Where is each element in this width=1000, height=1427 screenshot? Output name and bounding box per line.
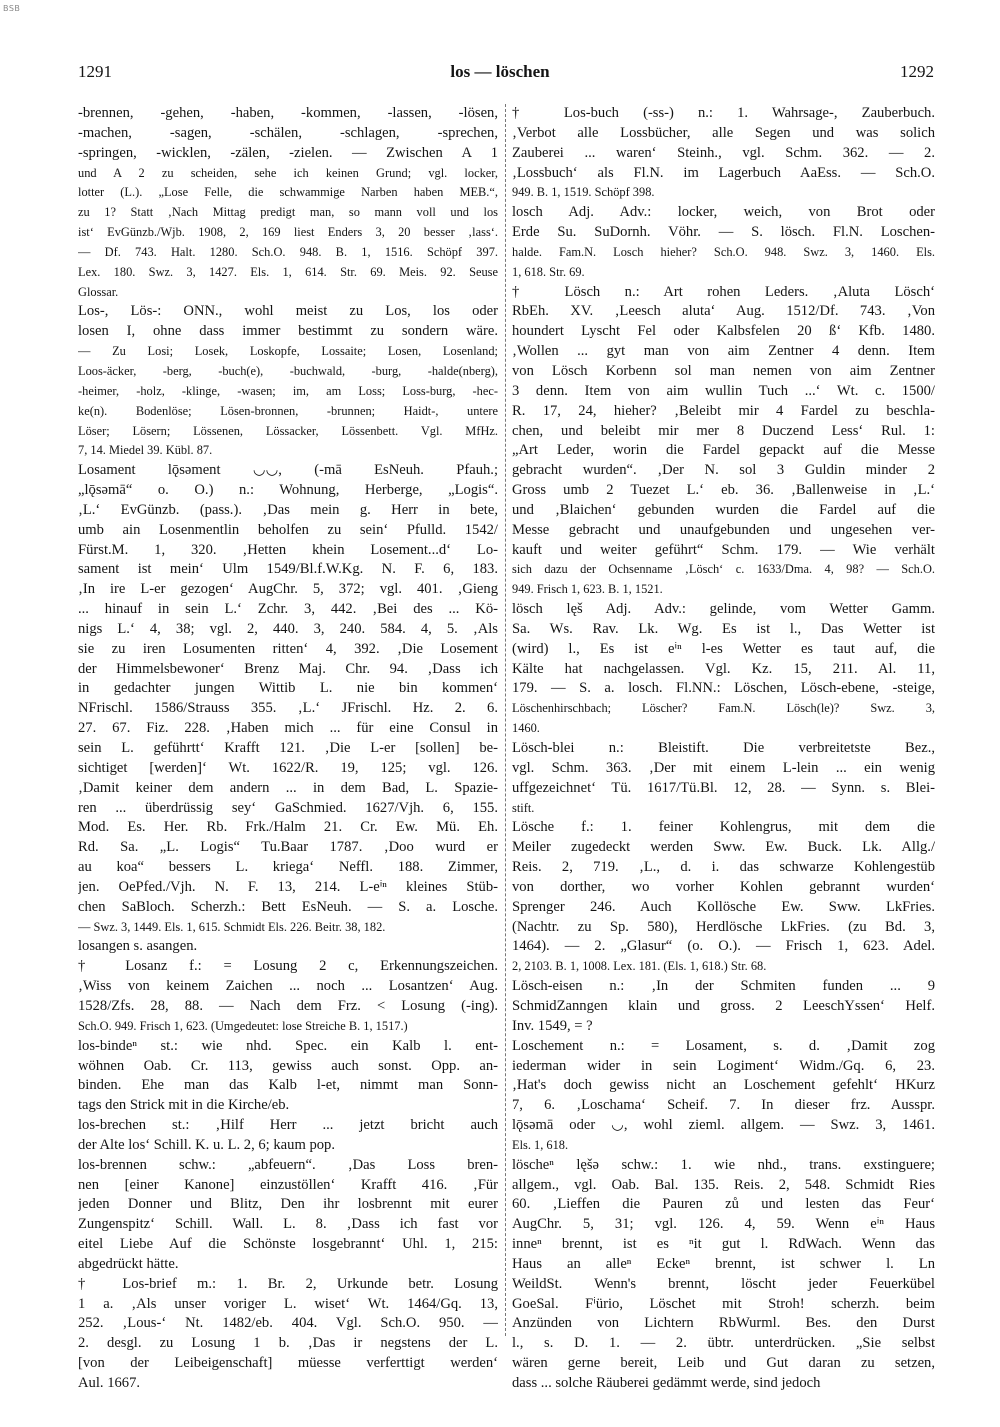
text-line: Reis. 2, 719. ‚L., d. i. das schwarze Kohlengestüb <box>512 859 935 876</box>
text-line: — Zu Losi; Losek, Loskopfe, Lossaite; Losen, Losenland; <box>78 344 498 359</box>
text-line: sament ist mein‘ Ulm 1549/Bl.f.W.Kg. N. F. 6, 183. <box>78 561 498 578</box>
text-line: wöhnen Oab. Cr. 113, gewiss auch sonst. Opp. an- <box>78 1057 498 1074</box>
text-line: Anzünden von Lichtern RbWurml. Bes. den Durst <box>512 1315 935 1332</box>
text-line: 949. Frisch 1, 623. B. 1, 1521. <box>512 582 663 597</box>
column-left <box>78 104 498 1394</box>
text-line: — Df. 743. Halt. 1280. Sch.O. 948. B. 1, 1516. Schöpf 397. <box>78 244 498 259</box>
text-line: binden. Ehe man das Kalb l-et, nimmt man Sonn- <box>78 1077 498 1094</box>
text-line: chen, und beleibt mir mer 8 Duczend Less‘ Rul. 1: <box>512 422 935 439</box>
text-line: Kälte hat nachgelassen. Vgl. Kz. 15, 211. Al. 11, <box>512 660 935 677</box>
text-line: Inv. 1549, = ? <box>512 1017 593 1034</box>
text-line: sein L. geführtt‘ Krafft 121. ‚Die L-er [sollen] be- <box>78 740 498 756</box>
text-line: löscheⁿ lęšə schw.: 1. wie nhd., trans. exstinguere; <box>512 1156 935 1173</box>
text-line: halde. Fam.N. Losch hieher? Sch.O. 948. Swz. 3, 1460. Els. <box>512 244 935 259</box>
page-number-left: 1291 <box>78 62 112 81</box>
text-line: ‚Wollen ... gyt man von aim Zentner 4 denn. Item <box>512 343 935 360</box>
text-line: losen I, ohne dass immer bestimmt zu sondern wäre. <box>78 323 498 340</box>
text-line: (Nachtr. zu Sp. 580), Herdlösche LkFries. (zu Bd. 3, <box>512 918 935 935</box>
text-line: Lösche f.: 1. feiner Kohlengrus, mit dem die <box>512 819 935 836</box>
text-line: 949. B. 1, 1519. Schöpf 398. <box>512 185 655 200</box>
text-line: 1 a. ‚Als unser voriger L. wiset‘ Wt. 1464/Gq. 13, <box>78 1295 498 1312</box>
text-line: und A 2 zu scheiden, sehe ich keinen Grund; vgl. locker, <box>78 165 498 180</box>
text-line: Glossar. <box>78 284 119 299</box>
text-line: „Art Leder, worin die Fardel gepackt auf die Messe <box>512 442 935 459</box>
text-line: ‚Hat's doch gewiss nicht an Loschement gefehlt‘ HKurz <box>512 1077 935 1094</box>
text-line: nen [einer Kanone] einzustöllen‘ Krafft 416. ‚Für <box>78 1176 498 1193</box>
text-line: ‚Verbot alle Lossbücher, alle Segen und was solich <box>512 124 935 141</box>
page-number-right: 1292 <box>900 62 934 81</box>
running-head: los — löschen <box>450 62 550 81</box>
text-line: eitel Liebe Auf die Schönste losgebrannt‘ Uhl. 1, 215: <box>78 1236 498 1253</box>
text-line: kauft und weiter geführt“ Schm. 179. — Wie verhält <box>512 541 935 558</box>
text-line: Sa. Ws. Rav. Lk. Wg. Es ist l., Das Wetter ist <box>512 620 935 637</box>
text-line: jeden Donner und Blitz, Den ihr losbrennt mit eurer <box>78 1196 498 1213</box>
text-line: tags den Strick mit in die Kirche/eb. <box>78 1097 290 1114</box>
text-line: ist‘ EvGünzb./Wjb. 1908, 2, 169 liest Enders 3, 20 besser ‚lass‘. <box>78 225 498 240</box>
text-line: sichtiget [werden]‘ Wt. 1622/R. 19, 125; vgl. 126. <box>78 759 498 776</box>
text-line: 1, 618. Str. 69. <box>512 264 585 279</box>
text-line: vgl. Schm. 363. ‚Der mit einem L-lein ... ein wenig <box>512 759 935 776</box>
text-line: Los-, Lös-: ONN., wohl meist zu Los, los oder <box>78 303 498 320</box>
text-line: ... hinauf in sein L.‘ Zchr. 3, 442. ‚Bei des ... Kö- <box>78 601 498 618</box>
text-line: ke(n). Bodenlöse; Lösen-bronnen, -brunnen; Haidt-, untere <box>78 403 498 418</box>
text-line: Els. 1, 618. <box>512 1137 569 1152</box>
text-line: 1464). — 2. „Glasur“ (o. O.). — Frisch 1, 623. Adel. <box>512 938 935 955</box>
text-line: 7, 14. Miedel 39. Kübl. 87. <box>78 443 213 458</box>
text-line: Fürst.M. 1, 320. ‚Hetten khein Losement...d‘ Lo- <box>78 541 498 558</box>
text-line: Rd. Sa. „L. Logis“ Tu.Baar 1787. ‚Doo wurd er <box>78 839 498 856</box>
text-line: au koa“ bessers L. kriega‘ Neffl. 188. Zimmer, <box>78 859 498 876</box>
text-line: und ‚Blaichen‘ gebunden wurden die Fardel auf die <box>512 501 935 518</box>
text-line: wären gerne bereit, Leib und Gut daran zu setzen, <box>512 1355 935 1372</box>
text-line: Zauberei ... waren‘ Steinh., vgl. Schm. 362. — 2. <box>512 144 935 161</box>
text-line: Loschement n.: = Losament, s. d. ‚Damit zog <box>512 1037 935 1054</box>
text-line: umb ain Losenmentlin beholfen zu sein‘ Pfulld. 1542/ <box>78 521 498 538</box>
text-line: Sch.O. 949. Frisch 1, 623. (Umgedeutet: lose Streiche B. 1, 1517.) <box>78 1018 408 1033</box>
text-line: Haus an alleⁿ Eckeⁿ brennt, ist schwer l. Ln <box>512 1255 935 1272</box>
text-line: dass ... solche Räuberei gedämmt werde, sind jedoch <box>512 1375 821 1391</box>
text-line: Aul. 1667. <box>78 1375 141 1391</box>
text-line: los-brennen schw.: „abfeuern“. ‚Das Loss bren- <box>78 1156 498 1173</box>
text-line: 2. desgl. zu Losung 1 b. ‚Das ir negstens der L. <box>78 1335 498 1352</box>
text-line: 2, 2103. B. 1, 1008. Lex. 181. (Els. 1, 618.) Str. 68. <box>512 959 767 974</box>
text-line: 1528/Zfs. 28, 88. — Nach dem Frz. < Losung (-ing). <box>78 997 498 1014</box>
text-line: Löser; Lösern; Lössenen, Lössacker, Lössenbett. Vgl. MfHz. <box>78 423 498 438</box>
text-line: Erde Su. SuDornh. Vöhr. — S. lösch. Fl.N. Loschen- <box>512 224 935 241</box>
text-line: (wird) l., Es ist eⁱⁿ l-es Wetter es taut auf, die <box>512 640 935 657</box>
text-line: Loos-äcker, -berg, -buch(e), -buchwald, -burg, -halde(nberg), <box>78 363 498 378</box>
text-line: -brennen, -gehen, -haben, -kommen, -lassen, -lösen, <box>78 105 498 121</box>
text-line: von Lösch Korbenn sol man nemen von aim Zentner <box>512 362 935 379</box>
text-line: ren ... überdrüssig sey‘ GaSchmied. 1627/Vjh. 6, 155. <box>78 799 498 816</box>
text-line: Lösch-eisen n.: ‚In der Schmiten funden ... 9 <box>512 978 935 995</box>
text-line: R. 17, 24, hieher? ‚Beleibt mir 4 Fardel zu beschla- <box>512 402 935 419</box>
text-line: Lösch-blei n.: Bleistift. Die verbreitetste Bez., <box>512 740 935 756</box>
text-line: los-bindeⁿ st.: wie nhd. Spec. ein Kalb l. ent- <box>78 1037 498 1054</box>
text-line: † Losanz f.: = Losung 2 c, Erkennungszeichen. <box>78 958 498 975</box>
text-line: los-brechen st.: ‚Hilf Herr ... jetzt bricht auch <box>78 1117 498 1134</box>
text-line: 60. ‚Lieffen die Pauren zů und lesten das Feur‘ <box>512 1196 935 1213</box>
text-line: losangen s. asangen. <box>78 938 198 955</box>
text-line: 252. ‚Lous-‘ Nt. 1482/eb. 404. Vgl. Sch.O. 950. — <box>78 1315 498 1332</box>
text-line: Meiler zugedeckt werden Sww. Ew. Buck. Lk. Allg./ <box>512 839 935 856</box>
text-line: 1460. <box>512 721 540 736</box>
text-line: lösch lęš Adj. Adv.: gelinde, vom Wetter Gamm. <box>512 601 935 618</box>
text-line: Zungenspitz‘ Schill. Wall. L. 8. ‚Dass ich fast vor <box>78 1216 498 1233</box>
text-line: Losament lǭsəment ◡◡, (-mā EsNeuh. Pfauh.; <box>78 462 498 479</box>
text-line: „lǭsəmā“ o. O.) n.: Wohnung, Herberge, „Logis“. <box>78 482 498 499</box>
text-line: houndert Lyscht Fel oder Kalbsfelen 20 ß‘ Kfb. 1480. <box>512 323 935 340</box>
text-line: 7, 6. ‚Loschama‘ Scheif. 7. In dieser frz. Ausspr. <box>512 1097 935 1114</box>
text-line: inneⁿ brennt, ist es ⁿit gut l. RdWach. Wenn das <box>512 1236 935 1253</box>
text-line: WeildSt. Wenn's brennt, löscht jeder Feuerkübel <box>512 1275 935 1292</box>
text-line: ‚Lossbuch‘ als Fl.N. im Lagerbuch AaEss. — Sch.O. <box>512 164 935 181</box>
text-line: Gross umb 2 Tuezet L.‘ eb. 36. ‚Ballenweise in ‚L.‘ <box>512 482 935 499</box>
text-line: 3 denn. Item von aim wullin Tuch ...‘ Wt. c. 1500/ <box>512 382 935 399</box>
text-line: -heimer, -holz, -klinge, -wasen; im, am Loss; Loss-burg, -hec- <box>78 383 498 398</box>
text-line: Messe gebracht und unaufgebunden und ungesehen ver- <box>512 521 935 538</box>
text-line: Sprenger 246. Auch Kollösche Ew. Sww. LkFries. <box>512 898 935 915</box>
text-line: nigs L.‘ 4, 38; vgl. 2, 440. 3, 240. 584. 4, 5. ‚Als <box>78 620 498 637</box>
text-line: allgem., vgl. Oab. Bal. 135. Reis. 2, 548. Schmidt Ries <box>512 1176 935 1193</box>
text-line: SchmidZanngen klain und gross. 2 LeeschYssen‘ Helf. <box>512 997 935 1014</box>
text-line: losch Adj. Adv.: locker, weich, von Brot oder <box>512 204 935 221</box>
text-line: -springen, -wicklen, -zälen, -zielen. — Zwischen A 1 <box>78 144 498 161</box>
text-line: der Himmelsbewoner‘ Brenz Maj. Chr. 94. ‚Dass ich <box>78 660 498 677</box>
text-line: uffgezeichnet‘ Tü. 1617/Tü.Bl. 12, 28. — Synn. s. Blei- <box>512 779 935 796</box>
text-line: ‚In ire L-er gezogen‘ AugChr. 5, 372; vgl. 401. ‚Gieng <box>78 581 498 598</box>
text-line: gebracht wurden“. ‚Der N. sol 3 Guldin minder 2 <box>512 462 935 479</box>
text-line: † Lösch n.: Art rohen Leders. ‚Aluta Lösch‘ <box>512 283 935 300</box>
text-line: GoeSal. Fⁱürio, Löschet mit Stroh! scherzh. beim <box>512 1295 935 1312</box>
text-line: lǭsəmā oder ◡, wohl zieml. allgem. — Swz. 3, 1461. <box>512 1117 935 1134</box>
text-line: RbEh. XV. ‚Leesch aluta‘ Aug. 1512/Df. 743. ‚Von <box>512 303 935 320</box>
text-line: ‚L.‘ EvGünzb. (pass.). ‚Das mein g. Herr in bete, <box>78 501 498 518</box>
text-line: der Alte los‘ Schill. K. u. L. 2, 6; kaum pop. <box>78 1136 335 1153</box>
library-stamp: BSB <box>3 4 21 13</box>
text-line: lotter (L.). „Lose Felle, die schwammige Narben haben MEB.“, <box>78 185 498 200</box>
text-line: † Los-buch (-ss-) n.: 1. Wahrsage-, Zauberbuch. <box>512 105 935 121</box>
text-line: sich dazu der Ochsenname ‚Lösch‘ c. 1633/Dma. 4, 98? — Sch.O. <box>512 562 935 577</box>
column-right <box>512 104 935 1394</box>
text-line: Mod. Es. Her. Rb. Frk./Halm 21. Cr. Ew. Mü. Eh. <box>78 819 498 836</box>
text-line: in gedachter jungen Wittib L. nie bin kommen‘ <box>78 680 498 697</box>
text-line: l., s. D. 1. — 2. übtr. unterdrücken. „Sie selbst <box>512 1335 935 1352</box>
text-line: iederman wider in sein Logiment‘ Widm./Gq. 6, 23. <box>512 1057 935 1074</box>
text-line: AugChr. 5, 31; vgl. 126. 4, 59. Wenn eⁱⁿ Haus <box>512 1216 935 1233</box>
text-line: 27. 67. Fiz. 228. ‚Haben mich ... für eine Consul in <box>78 720 498 737</box>
text-line: NFrischl. 1586/Strauss 355. ‚L.‘ JFrischl. Hz. 2. 6. <box>78 700 498 717</box>
text-line: stift. <box>512 800 535 815</box>
text-line: [von der Leibeigenschaft] müesse verferttigt werden‘ <box>78 1355 498 1372</box>
text-line: 179. — S. a. losch. Fl.NN.: Löschen, Lösch-ebene, -steige, <box>512 680 935 697</box>
text-line: von dorther, wo vorher Kohlen gebrannt wurden‘ <box>512 878 935 895</box>
column-divider <box>505 104 506 1336</box>
text-line: † Los-brief m.: 1. Br. 2, Urkunde betr. Losung <box>78 1275 498 1292</box>
text-line: — Swz. 3, 1449. Els. 1, 615. Schmidt Els. 226. Beitr. 38, 182. <box>78 919 386 934</box>
text-line: -machen, -sagen, -schälen, -schlagen, -sprechen, <box>78 124 498 141</box>
text-line: ‚Wiss von keinem Zaichen ... noch ... Losantzen‘ Aug. <box>78 978 498 995</box>
text-line: Löschenhirschbach; Löscher? Fam.N. Lösch(le)? Swz. 3, <box>512 701 935 716</box>
text-line: sie zu iren Losumenten ritten‘ 4, 392. ‚Die Losement <box>78 640 498 657</box>
text-line: ‚Damit keiner dem andern ... in dem Bad, L. Spazie- <box>78 779 498 796</box>
text-line: Lex. 180. Swz. 3, 1427. Els. 1, 614. Str. 69. Meis. 92. Seuse <box>78 264 498 279</box>
text-line: chen SaBloch. Scherzh.: Bett EsNeuh. — S. a. Losche. <box>78 898 498 915</box>
text-line: zu 1? Statt ‚Nach Mittag predigt man, so mann voll und los <box>78 205 498 220</box>
text-line: abgedrückt hätte. <box>78 1255 179 1272</box>
text-line: jen. OePfed./Vjh. N. F. 13, 214. L-eⁱⁿ kleines Stüb- <box>78 878 498 895</box>
